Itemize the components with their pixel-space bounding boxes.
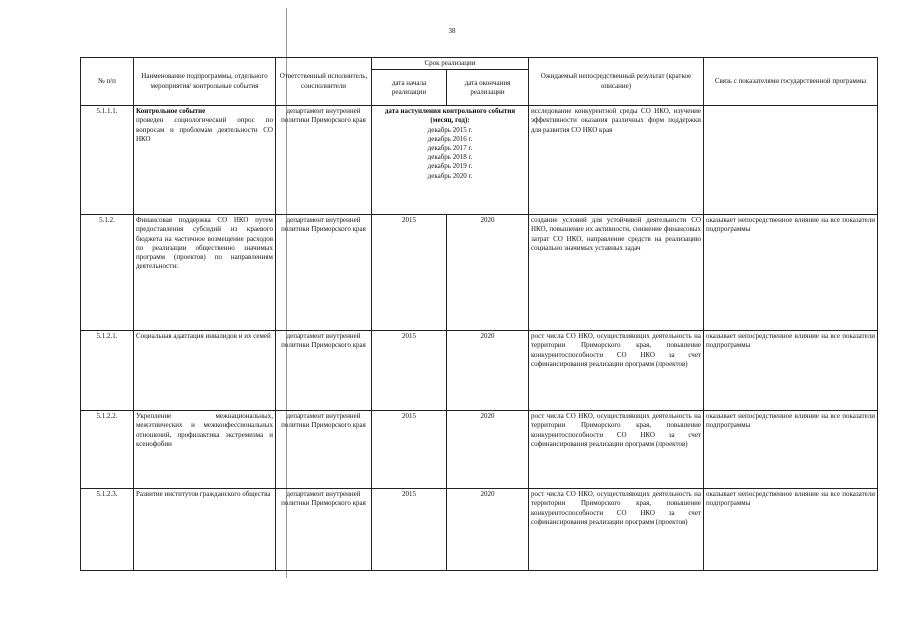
header-executor: Ответственный исполнитель, соисполнители [276,58,372,106]
header-result: Ожидаемый непосредственный результат (краткое описание) [529,58,704,106]
date-item: декабрь 2018 г. [427,153,473,162]
row-result: рост числа СО НКО, осуществляющих деятельность на территории Приморского края, повышение конкурентоспособности СО НКО за счет софинансирования реализации программ (проектов) [529,411,704,489]
header-link: Связь с показателями государственной программы [704,58,878,106]
row-end: 2020 [447,331,529,411]
row-end: 2020 [447,215,529,331]
table-row [81,411,878,489]
row-num: 5.1.2.1. [81,331,134,411]
row-link [704,106,878,215]
date-item: декабрь 2016 г. [427,134,473,143]
date-item: декабрь 2019 г. [427,162,473,171]
table-row [81,331,878,411]
row-link: оказывает непосредственное влияние на все показатели подпрограммы [704,331,878,411]
row-executor: департамент внутренней политики Приморского края [276,411,372,489]
row-num: 5.1.1.1. [81,106,134,215]
row-executor: департамент внутренней политики Приморского края [276,331,372,411]
row-result: исследование конкурентной среды СО НКО, изучение эффективности оказания различных форм поддержки для развития СО НКО края [529,106,704,215]
row-result: рост числа СО НКО, осуществляющих деятельность на территории Приморского края, повышение конкурентоспособности СО НКО за счет софинансирования реализации программ (проектов) [529,489,704,571]
row-name [134,106,276,215]
date-item: декабрь 2015 г. [427,125,473,134]
row-end: 2020 [447,489,529,571]
header-name: Наименование подпрограммы, отдельного мероприятия/ контрольные события [134,58,276,106]
row-name: Укрепление межнациональных, межэтнических и межконфессиональных отношений, профилактика экстремизма и ксенофобии [134,411,276,489]
row-start: 2015 [372,215,447,331]
date-item: декабрь 2017 г. [427,144,473,153]
row-control-dates [372,106,529,215]
row-num: 5.1.2. [81,215,134,331]
row-name: Социальная адаптация инвалидов и их семей [134,331,276,411]
row-link: оказывает непосредственное влияние на все показатели подпрограммы [704,215,878,331]
row-start: 2015 [372,411,447,489]
row-end: 2020 [447,411,529,489]
row-link: оказывает непосредственное влияние на все показатели подпрограммы [704,411,878,489]
table-header [81,58,878,106]
control-event-label: Контрольное событие [136,107,206,116]
row-start: 2015 [372,331,447,411]
program-events-table [80,57,878,571]
header-start: дата начала реализации [372,70,447,106]
table-row [81,489,878,571]
row-executor: департамент внутренней политики Приморского края [276,215,372,331]
row-link: оказывает непосредственное влияние на все показатели подпрограммы [704,489,878,571]
row-name-text: проведен социологический опрос по вопросам и проблемам деятельности СО НКО [136,116,273,143]
table-row [81,106,878,215]
header-num: № п/п [81,58,134,106]
header-end: дата окончания реализации [447,70,529,106]
dates-heading: дата наступления контрольного события (месяц, год): [384,107,516,125]
header-term: Срок реализации [372,58,529,70]
row-num: 5.1.2.2. [81,411,134,489]
row-name: Финансовая поддержка СО НКО путем предоставления субсидий из краевого бюджета на частичное возмещение расходов по реализации общественно значимых программ (проектов) по направлениям деятельности: [134,215,276,331]
row-executor: департамент внутренней политики Приморского края [276,106,372,215]
row-executor: департамент внутренней политики Приморского края [276,489,372,571]
date-item: декабрь 2020 г. [427,171,473,180]
row-result: создание условий для устойчивой деятельности СО НКО, повышение их активности, снижение финансовых затрат СО НКО, направление средств на реализацию социально значимых уставных задач [529,215,704,331]
row-result: рост числа СО НКО, осуществляющих деятельность на территории Приморского края, повышение конкурентоспособности СО НКО за счет софинансирования реализации программ (проектов) [529,331,704,411]
page-number: 38 [448,27,456,35]
row-start: 2015 [372,489,447,571]
row-num: 5.1.2.3. [81,489,134,571]
table-row [81,215,878,331]
row-name: Развитие институтов гражданского общества [134,489,276,571]
